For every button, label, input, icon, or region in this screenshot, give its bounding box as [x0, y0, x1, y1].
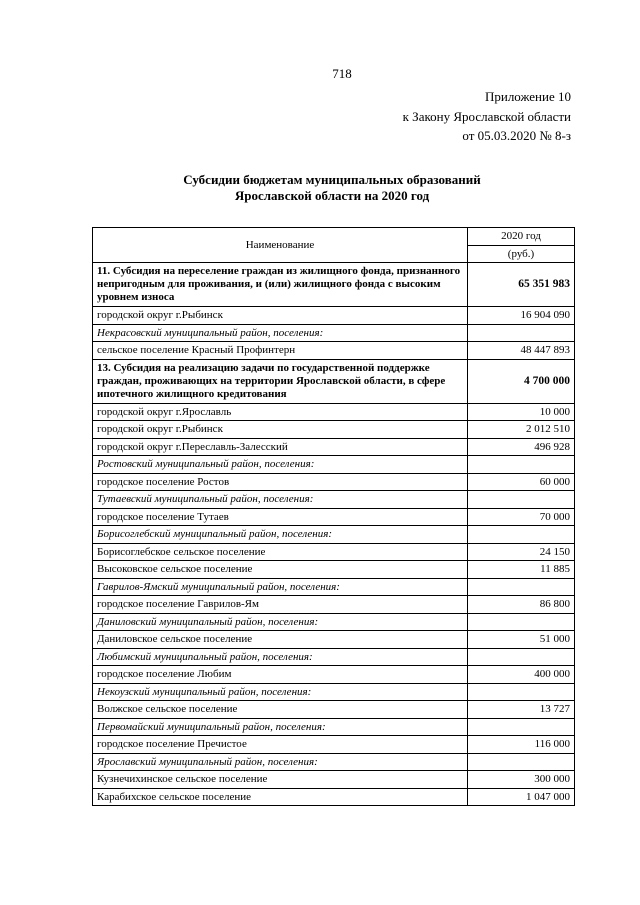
row-name: городской округ г.Рыбинск: [93, 421, 468, 439]
table-row: [93, 561, 575, 579]
header-year: 2020 год: [468, 228, 575, 246]
title-line-2: Ярославской области на 2020 год: [234, 188, 430, 203]
header-unit: (руб.): [468, 245, 575, 263]
row-value: [468, 753, 575, 771]
row-value: 300 000: [468, 771, 575, 789]
row-value: 116 000: [468, 736, 575, 754]
row-value: 496 928: [468, 438, 575, 456]
table-row: [93, 543, 575, 561]
title-line-1: Субсидии бюджетам муниципальных образований: [183, 172, 481, 187]
row-value: [468, 648, 575, 666]
row-name: Некрасовский муниципальный район, поселения:: [93, 324, 468, 342]
row-value: [468, 456, 575, 474]
table-body: [93, 263, 575, 806]
row-value: [468, 526, 575, 544]
row-value: 48 447 893: [468, 342, 575, 360]
row-value: 70 000: [468, 508, 575, 526]
row-value: [468, 718, 575, 736]
table-row: [93, 438, 575, 456]
row-value: 65 351 983: [468, 263, 575, 307]
row-name: сельское поселение Красный Профинтерн: [93, 342, 468, 360]
row-name: Карабихское сельское поселение: [93, 788, 468, 806]
district-row: [93, 578, 575, 596]
row-name: Ростовский муниципальный район, поселения:: [93, 456, 468, 474]
row-name: Кузнечихинское сельское поселение: [93, 771, 468, 789]
row-value: 10 000: [468, 403, 575, 421]
row-name: Тутаевский муниципальный район, поселения:: [93, 491, 468, 509]
row-value: 13 727: [468, 701, 575, 719]
header-name: Наименование: [93, 228, 468, 263]
appendix-line-3: от 05.03.2020 № 8-з: [462, 128, 571, 143]
appendix-line-2: к Закону Ярославской области: [402, 108, 571, 124]
row-value: 60 000: [468, 473, 575, 491]
document-title: [0, 172, 640, 204]
row-value: 16 904 090: [468, 307, 575, 325]
table-row: [93, 788, 575, 806]
table-row: [93, 736, 575, 754]
row-name: Высоковское сельское поселение: [93, 561, 468, 579]
table-row: [93, 421, 575, 439]
district-row: [93, 456, 575, 474]
table-row: [93, 771, 575, 789]
district-row: [93, 683, 575, 701]
row-name: городское поселение Пречистое: [93, 736, 468, 754]
row-name: Даниловское сельское поселение: [93, 631, 468, 649]
appendix-block: [403, 87, 571, 146]
row-name: Первомайский муниципальный район, поселения:: [93, 718, 468, 736]
district-row: [93, 718, 575, 736]
row-value: 1 047 000: [468, 788, 575, 806]
subsidy-table: [92, 227, 575, 806]
table-row: [93, 403, 575, 421]
row-value: [468, 613, 575, 631]
appendix-line-1: Приложение 10: [484, 89, 571, 104]
row-value: 11 885: [468, 561, 575, 579]
table-header: [93, 228, 575, 263]
table-row: [93, 596, 575, 614]
table-row: [93, 631, 575, 649]
row-name: Любимский муниципальный район, поселения:: [93, 648, 468, 666]
district-row: [93, 648, 575, 666]
district-row: [93, 491, 575, 509]
district-row: [93, 753, 575, 771]
page-number: 718: [332, 66, 352, 81]
district-row: [93, 526, 575, 544]
row-name: Борисоглебский муниципальный район, поселения:: [93, 526, 468, 544]
row-name: городское поселение Любим: [93, 666, 468, 684]
row-name: городское поселение Гаврилов-Ям: [93, 596, 468, 614]
row-value: 4 700 000: [468, 359, 575, 403]
row-value: [468, 324, 575, 342]
table-row: [93, 342, 575, 360]
district-row: [93, 324, 575, 342]
table-row: [93, 666, 575, 684]
district-row: [93, 613, 575, 631]
section-row: [93, 359, 575, 403]
table-row: [93, 473, 575, 491]
row-name: Ярославский муниципальный район, поселения:: [93, 753, 468, 771]
table-row: [93, 508, 575, 526]
row-value: 51 000: [468, 631, 575, 649]
row-value: 24 150: [468, 543, 575, 561]
row-name: Волжское сельское поселение: [93, 701, 468, 719]
row-name: городской округ г.Ярославль: [93, 403, 468, 421]
row-value: 86 800: [468, 596, 575, 614]
row-name: Даниловский муниципальный район, поселения:: [93, 613, 468, 631]
row-name: Некоузский муниципальный район, поселения:: [93, 683, 468, 701]
row-name: городское поселение Ростов: [93, 473, 468, 491]
row-name: городской округ г.Переславль-Залесский: [93, 438, 468, 456]
row-name: Гаврилов-Ямский муниципальный район, поселения:: [93, 578, 468, 596]
header-row: [93, 228, 575, 246]
row-name: 11. Субсидия на переселение граждан из жилищного фонда, признанного непригодным для проживания, и (или) жилищного фонда с высоким уровнем износа: [93, 263, 468, 307]
section-row: [93, 263, 575, 307]
table-row: [93, 307, 575, 325]
row-value: [468, 578, 575, 596]
row-name: городское поселение Тутаев: [93, 508, 468, 526]
table-row: [93, 701, 575, 719]
row-value: [468, 683, 575, 701]
row-name: 13. Субсидия на реализацию задачи по государственной поддержке граждан, проживающих на территории Ярославской области, в сфере ипотечного жилищного кредитования: [93, 359, 468, 403]
row-name: городской округ г.Рыбинск: [93, 307, 468, 325]
row-value: [468, 491, 575, 509]
row-value: 400 000: [468, 666, 575, 684]
row-value: 2 012 510: [468, 421, 575, 439]
row-name: Борисоглебское сельское поселение: [93, 543, 468, 561]
